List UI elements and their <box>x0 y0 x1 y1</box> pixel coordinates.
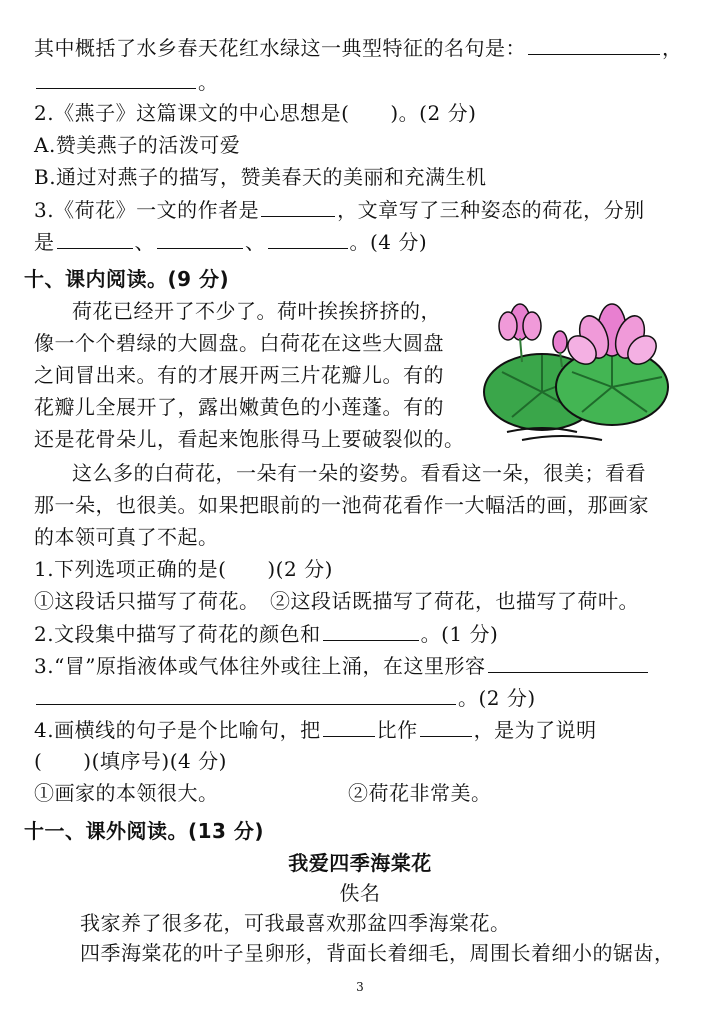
answer-blank[interactable] <box>268 226 348 249</box>
answer-blank[interactable] <box>528 32 660 55</box>
question-3 <box>34 194 645 225</box>
q-text: 2.文段集中描写了荷花的颜色和 <box>34 622 321 646</box>
punct: 。 <box>198 70 219 94</box>
q1-continued-line2 <box>34 66 219 97</box>
answer-blank[interactable] <box>36 682 456 705</box>
punct: 、 <box>245 230 266 254</box>
q-text: 比作 <box>376 718 418 742</box>
option-b: B.通过对燕子的描写，赞美春天的美丽和充满生机 <box>34 165 487 189</box>
passage-line: 的本领可真了不起。 <box>34 525 219 549</box>
reading-q4 <box>34 714 597 745</box>
passage-line: 花瓣儿全展开了，露出嫩黄色的小莲蓬。有的 <box>34 395 444 419</box>
q-score: 。(2 分) <box>458 686 536 710</box>
reading-q1-options: ①这段话只描写了荷花。 ②这段话既描写了荷花，也描写了荷叶。 <box>34 589 639 613</box>
q1-text: 其中概括了水乡春天花红水绿这一典型特征的名句是： <box>34 36 526 60</box>
question-2: 2.《燕子》这篇课文的中心思想是( )。(2 分) <box>34 101 477 125</box>
reading-q1: 1.下列选项正确的是( )(2 分) <box>34 557 333 581</box>
punct: 、 <box>134 230 155 254</box>
reading-q3 <box>34 650 650 681</box>
reading-q3-line2 <box>34 682 536 713</box>
page-number: 3 <box>356 980 364 994</box>
lotus-illustration <box>482 292 672 442</box>
article-title: 我爱四季海棠花 <box>288 851 432 875</box>
passage-line-underlined: 这么多的白荷花，一朵有一朵的姿势。看看这一朵，很美；看看 <box>72 461 646 485</box>
q-text: 3.“冒”原指液体或气体往外或往上涌，在这里形容 <box>34 654 486 678</box>
section-10-heading: 十、课内阅读。(9 分) <box>24 267 230 291</box>
section-11-heading: 十一、课外阅读。(13 分) <box>24 819 265 843</box>
answer-blank[interactable] <box>157 226 243 249</box>
q3-text-3: 是 <box>34 230 55 254</box>
answer-blank[interactable] <box>323 714 375 737</box>
article-paragraph: 四季海棠花的叶子呈卵形，背面长着细毛，周围长着细小的锯齿， <box>80 941 675 965</box>
reading-q4-option1: ①画家的本领很大。 <box>34 781 219 805</box>
answer-blank[interactable] <box>420 714 472 737</box>
reading-q4-line2: ( )(填序号)(4 分) <box>34 749 227 773</box>
answer-blank[interactable] <box>57 226 133 249</box>
punct: ， <box>662 36 683 60</box>
answer-blank[interactable] <box>261 194 335 217</box>
q-text: ，是为了说明 <box>473 718 597 742</box>
q3-text: 3.《荷花》一文的作者是 <box>34 198 260 222</box>
answer-blank[interactable] <box>323 618 419 641</box>
passage-line: 之间冒出来。有的才展开两三片花瓣儿。有的 <box>34 363 444 387</box>
q3-text-2: ，文章写了三种姿态的荷花，分别 <box>337 198 645 222</box>
q-text: 4.画横线的句子是个比喻句，把 <box>34 718 321 742</box>
option-a: A.赞美燕子的活泼可爱 <box>34 133 241 157</box>
question-3-line2 <box>34 226 427 257</box>
answer-blank[interactable] <box>488 650 648 673</box>
reading-q2 <box>34 618 498 649</box>
passage-line: 还是花骨朵儿，看起来饱胀得马上要破裂似的。 <box>34 427 465 451</box>
passage-line: 荷花已经开了不少了。荷叶挨挨挤挤的， <box>72 299 441 323</box>
answer-blank[interactable] <box>36 66 196 89</box>
q1-continued <box>34 32 683 63</box>
article-author: 佚名 <box>339 881 381 905</box>
passage-line: 那一朵，也很美。如果把眼前的一池荷花看作一大幅活的画，那画家 <box>34 493 649 517</box>
passage-line: 像一个个碧绿的大圆盘。白荷花在这些大圆盘 <box>34 331 444 355</box>
q-score: 。(1 分) <box>420 622 499 646</box>
article-paragraph: 我家养了很多花，可我最喜欢那盆四季海棠花。 <box>80 911 511 935</box>
q3-score: 。(4 分) <box>349 230 428 254</box>
reading-q4-option2: ②荷花非常美。 <box>348 781 492 805</box>
